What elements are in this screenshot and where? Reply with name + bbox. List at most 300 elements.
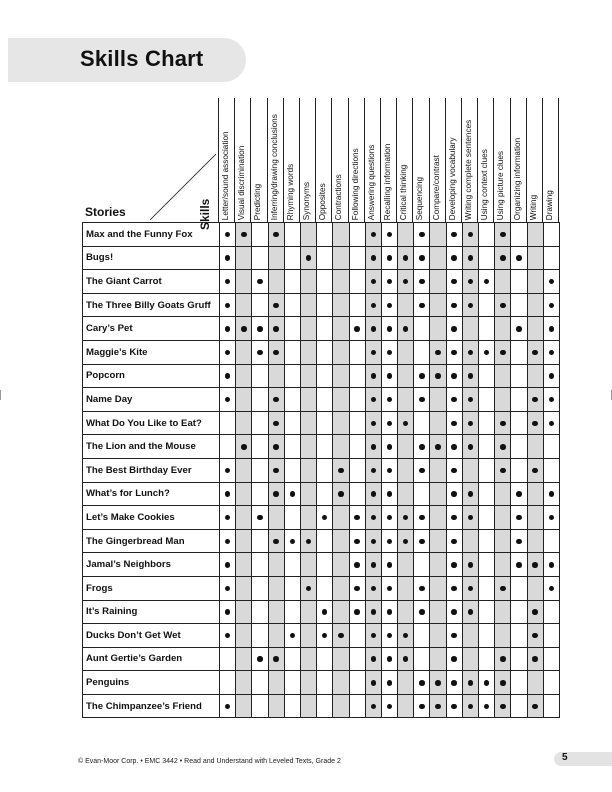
skill-cell xyxy=(414,694,430,718)
skill-cell xyxy=(317,671,333,695)
skill-cell xyxy=(527,647,543,671)
skill-cell xyxy=(430,506,446,530)
skill-cell xyxy=(527,340,543,364)
skill-dot xyxy=(354,609,360,615)
skill-dot xyxy=(225,255,231,261)
skill-dot xyxy=(371,586,377,592)
skill-cell xyxy=(268,553,284,577)
skill-cell xyxy=(479,388,495,412)
skill-dot xyxy=(403,515,409,521)
skill-cell xyxy=(333,223,349,247)
skill-dot xyxy=(419,609,425,615)
skill-cell xyxy=(268,458,284,482)
skill-dot xyxy=(549,586,555,592)
skill-cell xyxy=(414,506,430,530)
skill-cell xyxy=(220,624,236,648)
skill-cell xyxy=(462,317,478,341)
skill-cell xyxy=(317,435,333,459)
skill-cell xyxy=(317,317,333,341)
header-column-rule xyxy=(558,98,559,222)
skill-cell xyxy=(462,482,478,506)
skill-cell xyxy=(446,647,462,671)
skill-dot xyxy=(225,373,231,379)
skill-cell xyxy=(430,458,446,482)
skill-dot xyxy=(403,279,409,285)
skill-cell xyxy=(543,671,559,695)
skill-cell xyxy=(220,553,236,577)
skill-cell xyxy=(236,293,252,317)
skill-cell xyxy=(479,671,495,695)
skill-cell xyxy=(220,482,236,506)
skill-cell xyxy=(300,270,316,294)
skill-dot xyxy=(468,609,474,615)
skill-cell xyxy=(284,482,300,506)
skill-dot xyxy=(532,656,538,662)
skill-dot xyxy=(451,562,457,568)
skill-dot xyxy=(225,491,231,497)
skill-cell xyxy=(430,600,446,624)
skill-cell xyxy=(479,340,495,364)
skill-dot xyxy=(403,326,409,332)
skill-cell xyxy=(252,529,268,553)
skill-cell xyxy=(252,506,268,530)
skill-cell xyxy=(268,246,284,270)
skill-cell xyxy=(414,435,430,459)
skill-cell xyxy=(381,553,397,577)
skill-dot xyxy=(451,539,457,545)
skill-cell xyxy=(252,600,268,624)
skill-dot xyxy=(500,680,506,686)
skill-cell xyxy=(349,482,365,506)
skill-cell xyxy=(462,506,478,530)
skill-cell xyxy=(333,270,349,294)
skill-cell xyxy=(527,270,543,294)
skill-cell xyxy=(462,411,478,435)
skill-dot xyxy=(273,421,279,427)
skill-dot xyxy=(500,232,506,238)
story-name: Name Day xyxy=(83,388,220,412)
skill-cell xyxy=(414,553,430,577)
skill-dot xyxy=(451,609,457,615)
skill-cell xyxy=(398,340,414,364)
skill-cell xyxy=(527,671,543,695)
skill-cell xyxy=(495,647,511,671)
skill-dot xyxy=(468,421,474,427)
skill-cell xyxy=(430,671,446,695)
header-column-rule xyxy=(542,98,543,222)
skill-cell xyxy=(430,694,446,718)
skill-cell xyxy=(349,647,365,671)
skill-dot xyxy=(451,656,457,662)
skill-cell xyxy=(446,529,462,553)
skill-cell xyxy=(236,435,252,459)
skill-cell xyxy=(479,600,495,624)
skill-cell xyxy=(462,388,478,412)
skill-dot xyxy=(257,515,263,521)
skill-cell xyxy=(543,506,559,530)
skill-dot xyxy=(371,656,377,662)
skill-cell xyxy=(479,482,495,506)
skill-cell xyxy=(333,411,349,435)
skill-cell xyxy=(365,364,381,388)
skill-cell xyxy=(365,270,381,294)
skill-dot xyxy=(273,468,279,474)
skill-dot xyxy=(451,279,457,285)
table-row xyxy=(83,435,560,459)
skill-dot xyxy=(354,326,360,332)
skill-cell xyxy=(511,671,527,695)
skill-dot xyxy=(532,397,538,403)
skill-dot xyxy=(419,444,425,450)
skill-dot xyxy=(532,609,538,615)
skill-cell xyxy=(430,482,446,506)
skill-cell xyxy=(252,223,268,247)
skill-cell xyxy=(349,458,365,482)
skill-dot xyxy=(500,350,506,356)
skill-cell xyxy=(511,694,527,718)
skill-dot xyxy=(387,656,393,662)
skill-label: Writing complete sentences xyxy=(463,119,473,220)
skill-cell xyxy=(495,671,511,695)
skill-cell xyxy=(398,671,414,695)
skill-cell xyxy=(300,317,316,341)
skill-cell xyxy=(479,576,495,600)
skill-dot xyxy=(435,680,441,686)
skill-cell xyxy=(284,624,300,648)
skill-cell xyxy=(462,223,478,247)
table-row xyxy=(83,529,560,553)
skill-cell xyxy=(511,482,527,506)
skill-label: Predicting xyxy=(253,183,263,220)
skill-cell xyxy=(446,435,462,459)
skill-cell xyxy=(300,246,316,270)
skill-cell xyxy=(511,364,527,388)
skill-cell xyxy=(220,364,236,388)
skill-cell xyxy=(349,694,365,718)
skill-cell xyxy=(398,647,414,671)
skill-cell xyxy=(349,506,365,530)
skill-dot xyxy=(419,704,425,710)
skill-cell xyxy=(381,647,397,671)
skill-dot xyxy=(549,515,555,521)
skill-cell xyxy=(284,576,300,600)
skill-cell xyxy=(349,364,365,388)
story-name: Max and the Funny Fox xyxy=(83,223,220,247)
header-column-rule xyxy=(267,98,268,222)
skill-cell xyxy=(317,270,333,294)
skill-cell xyxy=(365,694,381,718)
story-name: Jamal’s Neighbors xyxy=(83,553,220,577)
skill-cell xyxy=(284,317,300,341)
skill-cell xyxy=(317,506,333,530)
skill-cell xyxy=(527,364,543,388)
skill-cell xyxy=(349,246,365,270)
skill-cell xyxy=(495,340,511,364)
skill-cell xyxy=(284,435,300,459)
skill-dot xyxy=(532,350,538,356)
skills-table xyxy=(82,222,560,718)
skill-cell xyxy=(220,293,236,317)
skill-cell xyxy=(284,458,300,482)
skill-cell xyxy=(462,647,478,671)
header-column-rule xyxy=(412,98,413,222)
skill-cell xyxy=(462,458,478,482)
skill-cell xyxy=(268,388,284,412)
skill-dot xyxy=(387,397,393,403)
skill-dot xyxy=(500,255,506,261)
skill-dot xyxy=(371,704,377,710)
skill-cell xyxy=(300,647,316,671)
skill-cell xyxy=(430,411,446,435)
skill-cell xyxy=(252,246,268,270)
skill-cell xyxy=(252,458,268,482)
skill-cell xyxy=(414,624,430,648)
skill-dot xyxy=(322,609,328,615)
skill-dot xyxy=(468,255,474,261)
skill-cell xyxy=(365,223,381,247)
skill-dot xyxy=(468,303,474,309)
skill-dot xyxy=(500,468,506,474)
skill-cell xyxy=(495,553,511,577)
skill-cell xyxy=(381,364,397,388)
skill-cell xyxy=(333,694,349,718)
skill-cell xyxy=(236,553,252,577)
skill-cell xyxy=(446,246,462,270)
skill-cell xyxy=(252,411,268,435)
skill-dot xyxy=(387,515,393,521)
skill-cell xyxy=(430,364,446,388)
skill-dot xyxy=(225,326,231,332)
skill-label: Using picture clues xyxy=(496,150,506,220)
skill-dot xyxy=(532,421,538,427)
table-row xyxy=(83,647,560,671)
skill-label: Opposites xyxy=(317,183,327,220)
skill-cell xyxy=(300,388,316,412)
skill-cell xyxy=(236,411,252,435)
skill-dot xyxy=(225,279,231,285)
skill-dot xyxy=(225,515,231,521)
story-name: What’s for Lunch? xyxy=(83,482,220,506)
story-name: Ducks Don’t Get Wet xyxy=(83,624,220,648)
skill-dot xyxy=(241,232,247,238)
skill-dot xyxy=(419,680,425,686)
skill-dot xyxy=(371,444,377,450)
skill-cell xyxy=(398,317,414,341)
skill-cell xyxy=(268,293,284,317)
skill-cell xyxy=(430,647,446,671)
skill-dot xyxy=(257,350,263,356)
skill-dot xyxy=(484,704,490,710)
header-column-rule xyxy=(526,98,527,222)
skill-dot xyxy=(387,491,393,497)
skill-dot xyxy=(451,350,457,356)
story-name: Frogs xyxy=(83,576,220,600)
table-row xyxy=(83,671,560,695)
skill-cell xyxy=(511,246,527,270)
skill-cell xyxy=(462,364,478,388)
skill-cell xyxy=(317,624,333,648)
table-row xyxy=(83,694,560,718)
skill-cell xyxy=(446,600,462,624)
table-row xyxy=(83,553,560,577)
skill-cell xyxy=(414,529,430,553)
skill-cell xyxy=(543,647,559,671)
skill-cell xyxy=(446,340,462,364)
skill-cell xyxy=(268,600,284,624)
skill-dot xyxy=(451,326,457,332)
skill-cell xyxy=(543,388,559,412)
skill-cell xyxy=(317,529,333,553)
skill-label: Using context clues xyxy=(479,149,489,220)
skill-label: Compare/contrast xyxy=(431,154,441,220)
skill-cell xyxy=(446,388,462,412)
skill-cell xyxy=(398,506,414,530)
skill-cell xyxy=(479,246,495,270)
skill-cell xyxy=(446,293,462,317)
skill-dot xyxy=(371,421,377,427)
header-column-rule xyxy=(364,98,365,222)
skill-dot xyxy=(290,491,296,497)
skill-cell xyxy=(414,317,430,341)
skill-cell xyxy=(462,600,478,624)
skill-cell xyxy=(543,553,559,577)
skill-cell xyxy=(300,600,316,624)
skill-dot xyxy=(516,515,522,521)
skill-dot xyxy=(468,350,474,356)
skill-cell xyxy=(252,435,268,459)
skill-cell xyxy=(236,458,252,482)
skill-cell xyxy=(268,340,284,364)
skill-cell xyxy=(333,529,349,553)
skill-cell xyxy=(365,647,381,671)
skill-label: Critical thinking xyxy=(398,164,408,220)
skill-cell xyxy=(527,411,543,435)
skill-dot xyxy=(419,515,425,521)
skill-dot xyxy=(371,562,377,568)
skill-cell xyxy=(495,576,511,600)
header-column-rule xyxy=(445,98,446,222)
skill-cell xyxy=(543,293,559,317)
skill-dot xyxy=(225,350,231,356)
skill-dot xyxy=(468,397,474,403)
skill-cell xyxy=(495,694,511,718)
skill-cell xyxy=(381,482,397,506)
skill-cell xyxy=(365,388,381,412)
table-row xyxy=(83,364,560,388)
skill-dot xyxy=(354,562,360,568)
skill-dot xyxy=(241,326,247,332)
skill-cell xyxy=(268,435,284,459)
skill-cell xyxy=(527,482,543,506)
skill-cell xyxy=(252,694,268,718)
skill-cell xyxy=(495,246,511,270)
skill-dot xyxy=(371,255,377,261)
skill-cell xyxy=(236,482,252,506)
skill-cell xyxy=(236,529,252,553)
skill-cell xyxy=(479,647,495,671)
skill-dot xyxy=(549,373,555,379)
skill-cell xyxy=(398,270,414,294)
skill-cell xyxy=(495,388,511,412)
skill-dot xyxy=(273,232,279,238)
skill-dot xyxy=(273,656,279,662)
skill-dot xyxy=(532,704,538,710)
skill-cell xyxy=(349,576,365,600)
skill-cell xyxy=(365,624,381,648)
table-row xyxy=(83,600,560,624)
header-column-rule xyxy=(283,98,284,222)
skill-cell xyxy=(236,364,252,388)
skill-cell xyxy=(511,458,527,482)
skill-cell xyxy=(252,482,268,506)
skill-dot xyxy=(500,421,506,427)
skill-dot xyxy=(387,444,393,450)
skill-dot xyxy=(387,303,393,309)
header-column-rule xyxy=(380,98,381,222)
skill-cell xyxy=(414,388,430,412)
skill-cell xyxy=(365,458,381,482)
header-column-rule xyxy=(477,98,478,222)
skill-cell xyxy=(252,624,268,648)
footer-credit: © Evan-Moor Corp. • EMC 3442 • Read and Understand with Leveled Texts, Grade 2 xyxy=(78,758,341,765)
skill-cell xyxy=(381,411,397,435)
table-row xyxy=(83,317,560,341)
skill-dot xyxy=(338,468,344,474)
skill-cell xyxy=(495,458,511,482)
table-row xyxy=(83,223,560,247)
skill-dot xyxy=(419,303,425,309)
skill-cell xyxy=(446,411,462,435)
skill-dot xyxy=(451,515,457,521)
skill-cell xyxy=(300,458,316,482)
skill-dot xyxy=(290,633,296,639)
story-name: Maggie’s Kite xyxy=(83,340,220,364)
skill-dot xyxy=(516,326,522,332)
header-column-rule xyxy=(234,98,235,222)
table-row xyxy=(83,482,560,506)
skill-cell xyxy=(511,529,527,553)
skill-dot xyxy=(403,255,409,261)
skill-cell xyxy=(300,293,316,317)
skill-cell xyxy=(462,529,478,553)
skill-cell xyxy=(365,529,381,553)
skill-cell xyxy=(333,482,349,506)
skill-dot xyxy=(451,633,457,639)
skill-cell xyxy=(381,529,397,553)
skill-cell xyxy=(414,482,430,506)
skill-cell xyxy=(365,506,381,530)
skill-cell xyxy=(479,435,495,459)
skill-dot xyxy=(387,468,393,474)
skill-cell xyxy=(349,270,365,294)
skill-cell xyxy=(220,246,236,270)
skill-cell xyxy=(252,317,268,341)
skill-dot xyxy=(371,397,377,403)
skill-cell xyxy=(381,600,397,624)
skill-dot xyxy=(451,255,457,261)
skill-cell xyxy=(527,576,543,600)
title-tab xyxy=(8,38,246,82)
skill-cell xyxy=(462,340,478,364)
skill-cell xyxy=(365,482,381,506)
skill-dot xyxy=(387,279,393,285)
skill-dot xyxy=(468,562,474,568)
skill-cell xyxy=(479,270,495,294)
skill-dot xyxy=(371,633,377,639)
skill-cell xyxy=(414,411,430,435)
skill-cell xyxy=(284,553,300,577)
story-name: The Gingerbread Man xyxy=(83,529,220,553)
